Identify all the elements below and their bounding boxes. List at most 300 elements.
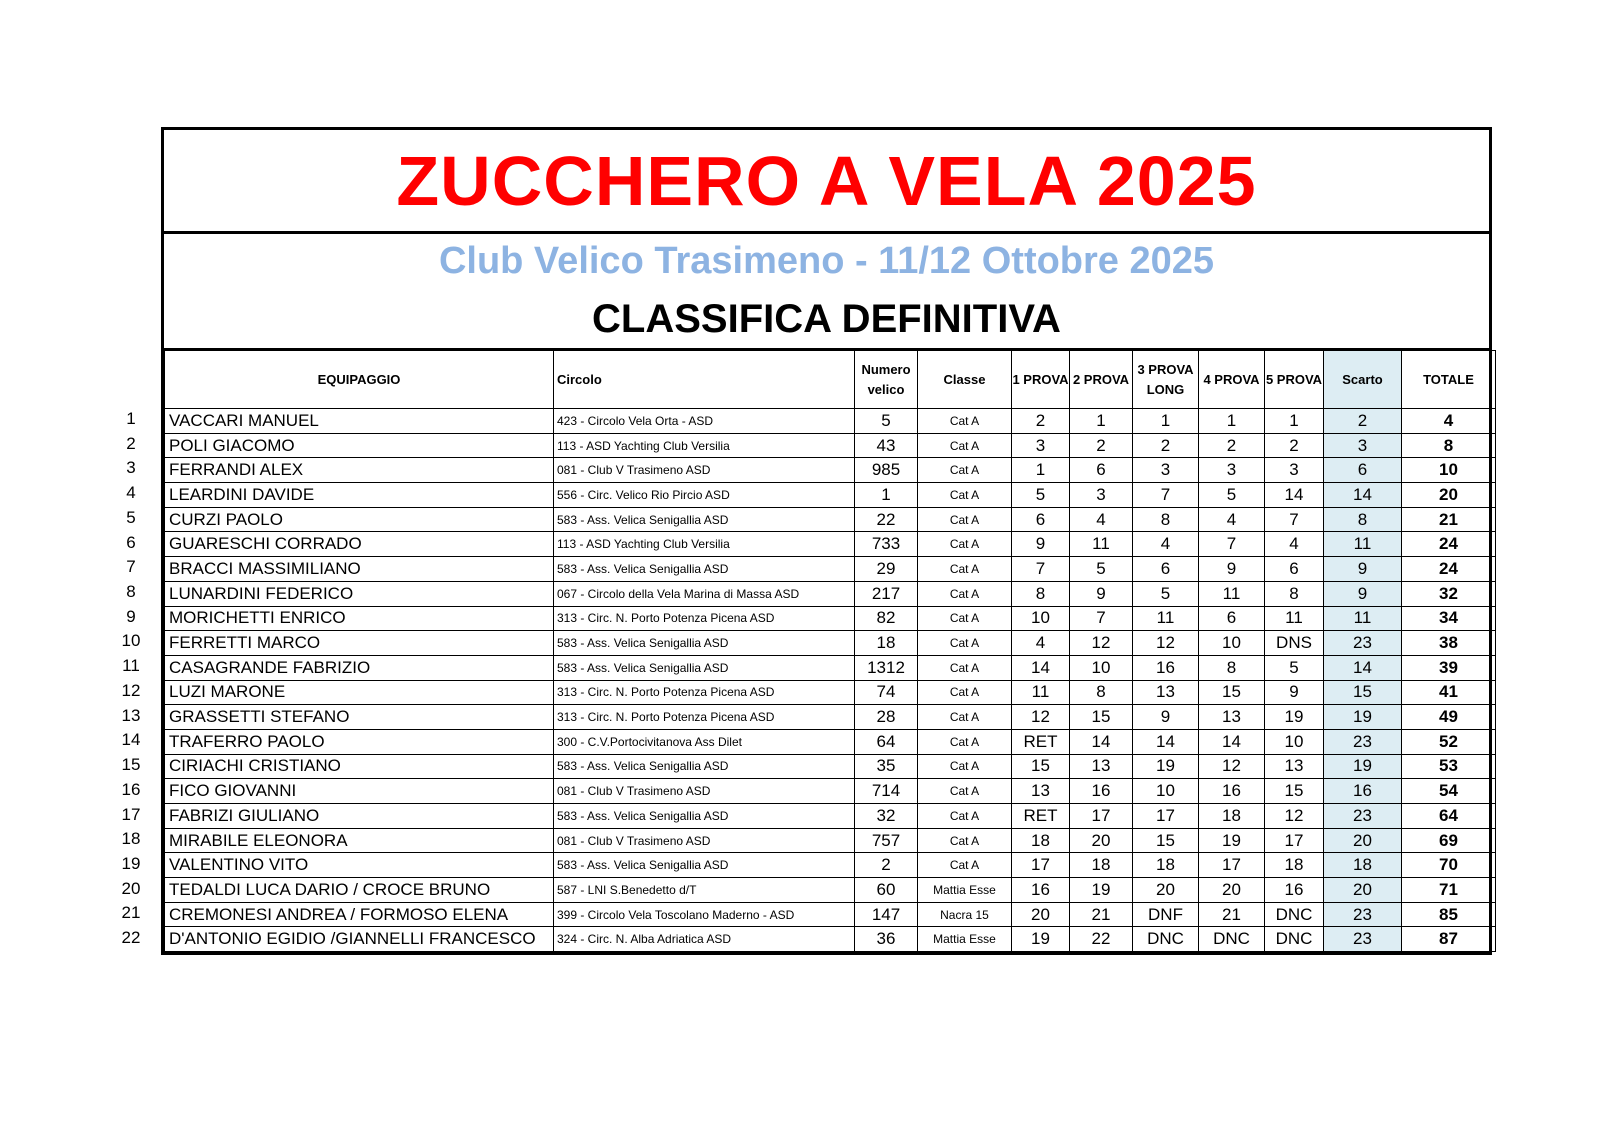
classe-cell: Cat A (918, 483, 1012, 508)
table-row (165, 878, 1496, 903)
total-cell: 53 (1402, 754, 1496, 779)
race-2-cell: 8 (1070, 680, 1133, 705)
crew-cell: FERRETTI MARCO (165, 631, 554, 656)
total-cell: 21 (1402, 507, 1496, 532)
table-row (165, 680, 1496, 705)
col-header-scarto: Scarto (1324, 351, 1402, 409)
crew-cell: VALENTINO VITO (165, 853, 554, 878)
sail-number-cell: 757 (855, 828, 918, 853)
sail-number-cell: 2 (855, 853, 918, 878)
race-1-cell: 17 (1012, 853, 1070, 878)
sail-number-cell: 64 (855, 729, 918, 754)
position-number: 5 (126, 507, 136, 527)
race-5-cell: 12 (1265, 804, 1324, 829)
table-row (165, 705, 1496, 730)
scarto-cell: 23 (1324, 902, 1402, 927)
total-cell: 41 (1402, 680, 1496, 705)
position-number: 17 (121, 804, 141, 824)
table-row (165, 754, 1496, 779)
sail-number-cell: 1 (855, 483, 918, 508)
race-1-cell: 6 (1012, 507, 1070, 532)
race-5-cell: 17 (1265, 828, 1324, 853)
results-body (165, 409, 1496, 952)
table-row (165, 804, 1496, 829)
race-5-cell: 11 (1265, 606, 1324, 631)
race-1-cell: 15 (1012, 754, 1070, 779)
race-2-cell: 15 (1070, 705, 1133, 730)
classe-cell: Cat A (918, 853, 1012, 878)
race-4-cell: 15 (1199, 680, 1265, 705)
race-2-cell: 5 (1070, 557, 1133, 582)
race-5-cell: 16 (1265, 878, 1324, 903)
club-cell: 324 - Circ. N. Alba Adriatica ASD (554, 927, 855, 952)
race-1-cell: RET (1012, 804, 1070, 829)
race-3-cell: 13 (1133, 680, 1199, 705)
position-number: 15 (121, 755, 141, 775)
table-row (165, 557, 1496, 582)
race-5-cell: 8 (1265, 581, 1324, 606)
race-4-cell: 11 (1199, 581, 1265, 606)
crew-cell: D'ANTONIO EGIDIO /GIANNELLI FRANCESCO (165, 927, 554, 952)
race-3-cell: 11 (1133, 606, 1199, 631)
race-2-cell: 1 (1070, 409, 1133, 434)
sail-number-cell: 74 (855, 680, 918, 705)
classe-cell: Mattia Esse (918, 878, 1012, 903)
classe-cell: Cat A (918, 779, 1012, 804)
crew-cell: MORICHETTI ENRICO (165, 606, 554, 631)
race-3-cell: 5 (1133, 581, 1199, 606)
total-cell: 87 (1402, 927, 1496, 952)
race-2-cell: 11 (1070, 532, 1133, 557)
table-row (165, 853, 1496, 878)
race-5-cell: 6 (1265, 557, 1324, 582)
classe-cell: Cat A (918, 433, 1012, 458)
scarto-cell: 9 (1324, 581, 1402, 606)
crew-cell: CIRIACHI CRISTIANO (165, 754, 554, 779)
total-cell: 10 (1402, 458, 1496, 483)
race-2-cell: 3 (1070, 483, 1133, 508)
race-2-cell: 4 (1070, 507, 1133, 532)
total-cell: 32 (1402, 581, 1496, 606)
race-3-cell: 12 (1133, 631, 1199, 656)
scarto-cell: 2 (1324, 409, 1402, 434)
scarto-cell: 11 (1324, 532, 1402, 557)
sail-number-cell: 5 (855, 409, 918, 434)
crew-cell: FABRIZI GIULIANO (165, 804, 554, 829)
total-cell: 85 (1402, 902, 1496, 927)
race-5-cell: 14 (1265, 483, 1324, 508)
race-3-cell: 3 (1133, 458, 1199, 483)
table-row (165, 433, 1496, 458)
classe-cell: Cat A (918, 532, 1012, 557)
classe-cell: Cat A (918, 680, 1012, 705)
total-cell: 24 (1402, 557, 1496, 582)
race-1-cell: 1 (1012, 458, 1070, 483)
race-5-cell: 9 (1265, 680, 1324, 705)
col-header-prova-2: 2 PROVA (1070, 351, 1133, 409)
position-number: 1 (126, 409, 136, 428)
sail-number-cell: 1312 (855, 655, 918, 680)
position-number: 16 (121, 779, 141, 799)
sail-number-cell: 28 (855, 705, 918, 730)
scarto-cell: 9 (1324, 557, 1402, 582)
race-4-cell: 2 (1199, 433, 1265, 458)
total-cell: 24 (1402, 532, 1496, 557)
col-header-prova-4: 4 PROVA (1199, 351, 1265, 409)
scarto-cell: 16 (1324, 779, 1402, 804)
club-cell: 583 - Ass. Velica Senigallia ASD (554, 507, 855, 532)
crew-cell: POLI GIACOMO (165, 433, 554, 458)
table-row (165, 927, 1496, 952)
position-number: 4 (126, 483, 136, 503)
header-row (165, 351, 1496, 409)
race-4-cell: 14 (1199, 729, 1265, 754)
classe-cell: Cat A (918, 507, 1012, 532)
scarto-cell: 19 (1324, 754, 1402, 779)
total-cell: 38 (1402, 631, 1496, 656)
race-3-cell: DNF (1133, 902, 1199, 927)
classe-cell: Cat A (918, 581, 1012, 606)
crew-cell: CASAGRANDE FABRIZIO (165, 655, 554, 680)
race-1-cell: 14 (1012, 655, 1070, 680)
race-1-cell: 11 (1012, 680, 1070, 705)
total-cell: 49 (1402, 705, 1496, 730)
race-5-cell: 3 (1265, 458, 1324, 483)
race-4-cell: 20 (1199, 878, 1265, 903)
col-header-prova-3-long: 3 PROVA LONG (1133, 351, 1199, 409)
scarto-cell: 3 (1324, 433, 1402, 458)
crew-cell: FERRANDI ALEX (165, 458, 554, 483)
col-header-prova-5: 5 PROVA (1265, 351, 1324, 409)
table-row (165, 532, 1496, 557)
scarto-cell: 14 (1324, 483, 1402, 508)
club-cell: 313 - Circ. N. Porto Potenza Picena ASD (554, 705, 855, 730)
race-1-cell: 3 (1012, 433, 1070, 458)
classe-cell: Cat A (918, 409, 1012, 434)
race-5-cell: 5 (1265, 655, 1324, 680)
race-1-cell: 10 (1012, 606, 1070, 631)
classe-cell: Cat A (918, 655, 1012, 680)
position-number: 21 (121, 903, 141, 923)
race-5-cell: 15 (1265, 779, 1324, 804)
race-4-cell: DNC (1199, 927, 1265, 952)
race-4-cell: 5 (1199, 483, 1265, 508)
scarto-cell: 23 (1324, 729, 1402, 754)
race-4-cell: 8 (1199, 655, 1265, 680)
race-3-cell: 1 (1133, 409, 1199, 434)
club-cell: 313 - Circ. N. Porto Potenza Picena ASD (554, 680, 855, 705)
race-1-cell: 16 (1012, 878, 1070, 903)
table-row (165, 729, 1496, 754)
table-row (165, 483, 1496, 508)
race-1-cell: 13 (1012, 779, 1070, 804)
sail-number-cell: 985 (855, 458, 918, 483)
club-cell: 113 - ASD Yachting Club Versilia (554, 532, 855, 557)
race-3-cell: 16 (1133, 655, 1199, 680)
table-row (165, 828, 1496, 853)
classe-cell: Cat A (918, 557, 1012, 582)
race-2-cell: 19 (1070, 878, 1133, 903)
col-header-classe: Classe (918, 351, 1012, 409)
total-cell: 70 (1402, 853, 1496, 878)
race-2-cell: 18 (1070, 853, 1133, 878)
sail-number-cell: 733 (855, 532, 918, 557)
race-5-cell: 13 (1265, 754, 1324, 779)
club-cell: 583 - Ass. Velica Senigallia ASD (554, 557, 855, 582)
race-4-cell: 19 (1199, 828, 1265, 853)
col-header-equipaggio: EQUIPAGGIO (165, 351, 554, 409)
position-number: 10 (121, 631, 141, 651)
race-4-cell: 3 (1199, 458, 1265, 483)
race-3-cell: 15 (1133, 828, 1199, 853)
title-box (164, 130, 1489, 234)
race-5-cell: DNC (1265, 902, 1324, 927)
crew-cell: LEARDINI DAVIDE (165, 483, 554, 508)
crew-cell: CREMONESI ANDREA / FORMOSO ELENA (165, 902, 554, 927)
race-3-cell: 8 (1133, 507, 1199, 532)
scarto-cell: 6 (1324, 458, 1402, 483)
club-cell: 583 - Ass. Velica Senigallia ASD (554, 804, 855, 829)
club-cell: 113 - ASD Yachting Club Versilia (554, 433, 855, 458)
scarto-cell: 23 (1324, 804, 1402, 829)
crew-cell: GUARESCHI CORRADO (165, 532, 554, 557)
club-cell: 081 - Club V Trasimeno ASD (554, 828, 855, 853)
crew-cell: LUZI MARONE (165, 680, 554, 705)
position-number: 9 (126, 606, 136, 626)
total-cell: 20 (1402, 483, 1496, 508)
club-cell: 423 - Circolo Vela Orta - ASD (554, 409, 855, 434)
club-cell: 081 - Club V Trasimeno ASD (554, 458, 855, 483)
race-3-cell: 20 (1133, 878, 1199, 903)
event-title: ZUCCHERO A VELA 2025 (396, 141, 1257, 220)
race-1-cell: 18 (1012, 828, 1070, 853)
table-row (165, 655, 1496, 680)
sail-number-cell: 82 (855, 606, 918, 631)
race-1-cell: 7 (1012, 557, 1070, 582)
scarto-cell: 14 (1324, 655, 1402, 680)
crew-cell: GRASSETTI STEFANO (165, 705, 554, 730)
total-cell: 52 (1402, 729, 1496, 754)
race-2-cell: 20 (1070, 828, 1133, 853)
sail-number-cell: 35 (855, 754, 918, 779)
scarto-cell: 23 (1324, 631, 1402, 656)
race-5-cell: 7 (1265, 507, 1324, 532)
position-number: 14 (121, 730, 141, 750)
race-1-cell: 20 (1012, 902, 1070, 927)
position-number: 13 (121, 705, 141, 725)
race-3-cell: 2 (1133, 433, 1199, 458)
sail-number-cell: 32 (855, 804, 918, 829)
race-5-cell: 1 (1265, 409, 1324, 434)
race-5-cell: DNS (1265, 631, 1324, 656)
race-1-cell: 5 (1012, 483, 1070, 508)
race-1-cell: 12 (1012, 705, 1070, 730)
classe-cell: Nacra 15 (918, 902, 1012, 927)
race-5-cell: 10 (1265, 729, 1324, 754)
classe-cell: Cat A (918, 754, 1012, 779)
results-sheet (161, 127, 1492, 955)
race-1-cell: 8 (1012, 581, 1070, 606)
sail-number-cell: 60 (855, 878, 918, 903)
position-number: 8 (126, 582, 136, 602)
table-row (165, 409, 1496, 434)
classe-cell: Cat A (918, 606, 1012, 631)
position-number: 11 (122, 656, 140, 676)
col-header-prova-1: 1 PROVA (1012, 351, 1070, 409)
race-3-cell: 10 (1133, 779, 1199, 804)
race-3-cell: 19 (1133, 754, 1199, 779)
classe-cell: Cat A (918, 729, 1012, 754)
position-number: 7 (126, 557, 136, 577)
race-4-cell: 21 (1199, 902, 1265, 927)
club-cell: 313 - Circ. N. Porto Potenza Picena ASD (554, 606, 855, 631)
race-1-cell: 2 (1012, 409, 1070, 434)
scarto-cell: 8 (1324, 507, 1402, 532)
race-1-cell: 19 (1012, 927, 1070, 952)
sail-number-cell: 147 (855, 902, 918, 927)
race-3-cell: 9 (1133, 705, 1199, 730)
club-cell: 583 - Ass. Velica Senigallia ASD (554, 631, 855, 656)
scarto-cell: 20 (1324, 878, 1402, 903)
race-4-cell: 1 (1199, 409, 1265, 434)
position-number: 12 (121, 680, 141, 700)
race-2-cell: 6 (1070, 458, 1133, 483)
race-3-cell: 4 (1133, 532, 1199, 557)
race-4-cell: 18 (1199, 804, 1265, 829)
total-cell: 39 (1402, 655, 1496, 680)
race-4-cell: 9 (1199, 557, 1265, 582)
race-2-cell: 9 (1070, 581, 1133, 606)
race-3-cell: DNC (1133, 927, 1199, 952)
position-number: 6 (126, 532, 136, 552)
race-2-cell: 2 (1070, 433, 1133, 458)
race-2-cell: 10 (1070, 655, 1133, 680)
total-cell: 8 (1402, 433, 1496, 458)
club-cell: 583 - Ass. Velica Senigallia ASD (554, 655, 855, 680)
race-3-cell: 7 (1133, 483, 1199, 508)
race-2-cell: 14 (1070, 729, 1133, 754)
crew-cell: BRACCI MASSIMILIANO (165, 557, 554, 582)
sail-number-cell: 36 (855, 927, 918, 952)
race-1-cell: RET (1012, 729, 1070, 754)
race-2-cell: 22 (1070, 927, 1133, 952)
race-2-cell: 7 (1070, 606, 1133, 631)
sail-number-cell: 18 (855, 631, 918, 656)
classe-cell: Cat A (918, 705, 1012, 730)
results-heading: CLASSIFICA DEFINITIVA (592, 297, 1061, 341)
classe-cell: Cat A (918, 804, 1012, 829)
total-cell: 34 (1402, 606, 1496, 631)
total-cell: 71 (1402, 878, 1496, 903)
race-1-cell: 4 (1012, 631, 1070, 656)
race-5-cell: 18 (1265, 853, 1324, 878)
scarto-cell: 18 (1324, 853, 1402, 878)
position-number: 19 (121, 853, 141, 873)
club-cell: 583 - Ass. Velica Senigallia ASD (554, 853, 855, 878)
position-number: 3 (126, 458, 136, 478)
race-4-cell: 10 (1199, 631, 1265, 656)
results-table (164, 350, 1496, 952)
race-5-cell: DNC (1265, 927, 1324, 952)
col-header-circolo: Circolo (554, 351, 855, 409)
sail-number-cell: 217 (855, 581, 918, 606)
crew-cell: TRAFERRO PAOLO (165, 729, 554, 754)
race-3-cell: 6 (1133, 557, 1199, 582)
classe-cell: Cat A (918, 458, 1012, 483)
race-3-cell: 14 (1133, 729, 1199, 754)
sail-number-cell: 22 (855, 507, 918, 532)
col-header-numero-velico: Numero velico (855, 351, 918, 409)
classe-cell: Cat A (918, 631, 1012, 656)
col-header-totale: TOTALE (1402, 351, 1496, 409)
classe-cell: Mattia Esse (918, 927, 1012, 952)
race-2-cell: 13 (1070, 754, 1133, 779)
race-5-cell: 2 (1265, 433, 1324, 458)
table-row (165, 631, 1496, 656)
crew-cell: VACCARI MANUEL (165, 409, 554, 434)
race-2-cell: 17 (1070, 804, 1133, 829)
sail-number-cell: 29 (855, 557, 918, 582)
scarto-cell: 20 (1324, 828, 1402, 853)
race-2-cell: 21 (1070, 902, 1133, 927)
race-3-cell: 17 (1133, 804, 1199, 829)
position-column (108, 407, 154, 951)
classe-cell: Cat A (918, 828, 1012, 853)
club-cell: 300 - C.V.Portocivitanova Ass Dilet (554, 729, 855, 754)
race-3-cell: 18 (1133, 853, 1199, 878)
club-cell: 587 - LNI S.Benedetto d/T (554, 878, 855, 903)
race-4-cell: 7 (1199, 532, 1265, 557)
scarto-cell: 15 (1324, 680, 1402, 705)
club-cell: 067 - Circolo della Vela Marina di Massa ASD (554, 581, 855, 606)
race-4-cell: 12 (1199, 754, 1265, 779)
sail-number-cell: 43 (855, 433, 918, 458)
race-4-cell: 16 (1199, 779, 1265, 804)
total-cell: 64 (1402, 804, 1496, 829)
sail-number-cell: 714 (855, 779, 918, 804)
crew-cell: TEDALDI LUCA DARIO / CROCE BRUNO (165, 878, 554, 903)
crew-cell: FICO GIOVANNI (165, 779, 554, 804)
club-cell: 399 - Circolo Vela Toscolano Maderno - ASD (554, 902, 855, 927)
race-4-cell: 6 (1199, 606, 1265, 631)
table-row (165, 507, 1496, 532)
subtitle-box (164, 234, 1489, 350)
position-number: 18 (121, 829, 141, 849)
race-2-cell: 12 (1070, 631, 1133, 656)
position-number: 2 (126, 433, 136, 453)
race-5-cell: 4 (1265, 532, 1324, 557)
race-2-cell: 16 (1070, 779, 1133, 804)
total-cell: 69 (1402, 828, 1496, 853)
crew-cell: LUNARDINI FEDERICO (165, 581, 554, 606)
club-cell: 583 - Ass. Velica Senigallia ASD (554, 754, 855, 779)
event-subtitle: Club Velico Trasimeno - 11/12 Ottobre 2025 (438, 240, 1215, 282)
scarto-cell: 11 (1324, 606, 1402, 631)
table-row (165, 458, 1496, 483)
table-row (165, 779, 1496, 804)
total-cell: 54 (1402, 779, 1496, 804)
position-number: 20 (121, 878, 141, 898)
crew-cell: CURZI PAOLO (165, 507, 554, 532)
race-1-cell: 9 (1012, 532, 1070, 557)
race-4-cell: 4 (1199, 507, 1265, 532)
table-row (165, 581, 1496, 606)
table-row (165, 902, 1496, 927)
position-number: 22 (121, 928, 141, 948)
club-cell: 081 - Club V Trasimeno ASD (554, 779, 855, 804)
total-cell: 4 (1402, 409, 1496, 434)
race-5-cell: 19 (1265, 705, 1324, 730)
